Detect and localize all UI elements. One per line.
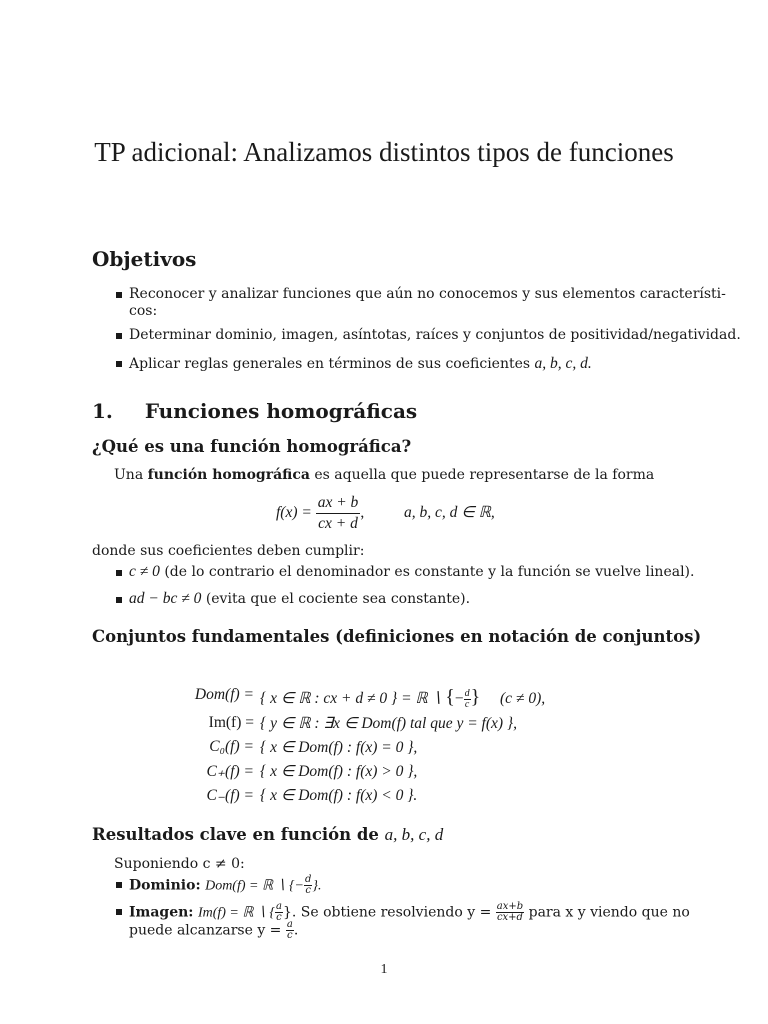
formula-numerator: ax + b [316,493,361,514]
set-rhs-condition: (c ≠ 0), [500,690,546,707]
condition-1-math: c ≠ 0 [129,563,160,580]
frac-num: d [305,874,312,885]
dominio-label: Dominio: [129,877,201,894]
intro-paragraph [114,467,654,484]
set-rhs: { y ∈ ℝ : ∃x ∈ Dom(f) tal que y = f(x) }, [260,715,517,732]
section-number: 1. [92,399,113,423]
intro-bold-term: función homográfica [147,467,310,483]
section-1-heading [92,398,417,424]
objetivo-item-3 [129,355,592,373]
resultados-heading-math: a, b, c, d [384,825,444,844]
imagen-post-text: para x y viendo que no [528,904,690,921]
bullet-icon [116,909,122,915]
set-rhs: { x ∈ Dom(f) : f(x) < 0 }. [260,787,418,804]
bullet-icon [116,570,122,576]
set-lhs: C₀(f) = [209,738,254,755]
condition-2 [129,590,470,608]
intro-pre: Una [114,467,144,483]
resultados-heading-text: Resultados clave en función de [92,825,379,844]
objetivos-heading: Objetivos [92,247,197,271]
objetivo-item-2: Determinar dominio, imagen, asíntotas, raíces y conjuntos de positividad/negatividad. [129,327,741,343]
intro-post: es aquella que puede representarse de la forma [314,467,655,483]
where-text: donde sus coeficientes deben cumplir: [92,543,365,559]
formula-domain: a, b, c, d ∈ ℝ, [403,504,495,522]
set-lhs: Dom(f) = [194,686,254,703]
imagen-line2-text: puede alcanzarse y = [129,922,282,939]
frac-num: d [464,687,470,699]
set-lhs: Im(f) = [208,714,254,731]
objetivo-item-3-math: a, b, c, d. [534,355,592,372]
imagen-math: Im(f) = ℝ ∖ { [197,905,275,921]
conjuntos-heading: Conjuntos fundamentales (definiciones en notación de conjuntos) [92,627,702,646]
frac-den: cx+d [496,912,523,923]
bullet-icon [116,292,122,298]
formula-comma: , [360,504,365,522]
set-rhs: { x ∈ Dom(f) : f(x) > 0 }, [260,763,418,780]
set-small-fraction [464,689,471,710]
set-lhs: C₊(f) = [206,763,254,780]
frac-den: c [464,698,470,710]
objetivo-item-1-line-1: Reconocer y analizar funciones que aún no conocemos y sus elementos característi- [129,286,726,302]
frac-num: a [286,919,293,930]
imagen-line2-end: . [293,922,299,939]
dominio-math: Dom(f) = ℝ ∖ {− [205,878,305,894]
imagen-line2-fraction [286,920,294,941]
imagen-mid-text: }. Se obtiene resolviendo y = [282,904,492,921]
condition-2-math: ad − bc ≠ 0 [129,590,202,607]
imagen-fraction-2 [496,902,524,923]
objetivo-item-3-text: Aplicar reglas generales en términos de sus coeficientes [129,356,531,372]
frac-num: a [275,901,282,912]
bullet-icon [116,361,122,367]
frac-den: c [305,885,312,896]
bullet-icon [116,882,122,888]
set-rhs-text: { x ∈ ℝ : cx + d ≠ 0 } = ℝ ∖ [260,690,442,707]
set-rhs: { x ∈ ℝ : cx + d ≠ 0 } = ℝ ∖ {− $\frac{d}{c}$ } (c ≠ 0), [260,686,546,710]
homographic-formula [276,493,495,534]
dominio-item [129,875,322,896]
condition-2-text: (evita que el cociente sea constante). [205,591,471,607]
frac-den: c [276,912,282,923]
imagen-item-line-2 [129,920,298,941]
frac-num: ax+b [496,901,524,912]
imagen-label: Imagen: [129,904,194,921]
frac-den: c [287,930,293,941]
formula-lhs: f(x) = [276,504,312,522]
subsection-heading: ¿Qué es una función homográfica? [92,437,412,456]
formula-denominator: cx + d [318,515,358,532]
bullet-icon [116,597,122,603]
suponiendo-text: Suponiendo c ≠ 0: [114,856,245,872]
formula-fraction [316,493,361,534]
set-lhs: C₋(f) = [206,787,254,804]
dominio-math-end: }. [312,878,322,894]
set-definitions [164,680,664,810]
page-title: TP adicional: Analizamos distintos tipos de funciones [94,137,674,167]
section-title: Funciones homográficas [144,399,418,423]
page-number: 1 [380,962,388,977]
condition-1 [129,563,694,581]
bullet-icon [116,333,122,339]
set-neg-sign: − [454,690,464,707]
resultados-heading [92,824,443,846]
objetivo-item-1-line-2: cos: [129,303,158,319]
condition-1-text: (de lo contrario el denominador es constante y la función se vuelve lineal). [164,564,695,580]
set-rhs: { x ∈ Dom(f) : f(x) = 0 }, [260,739,418,756]
